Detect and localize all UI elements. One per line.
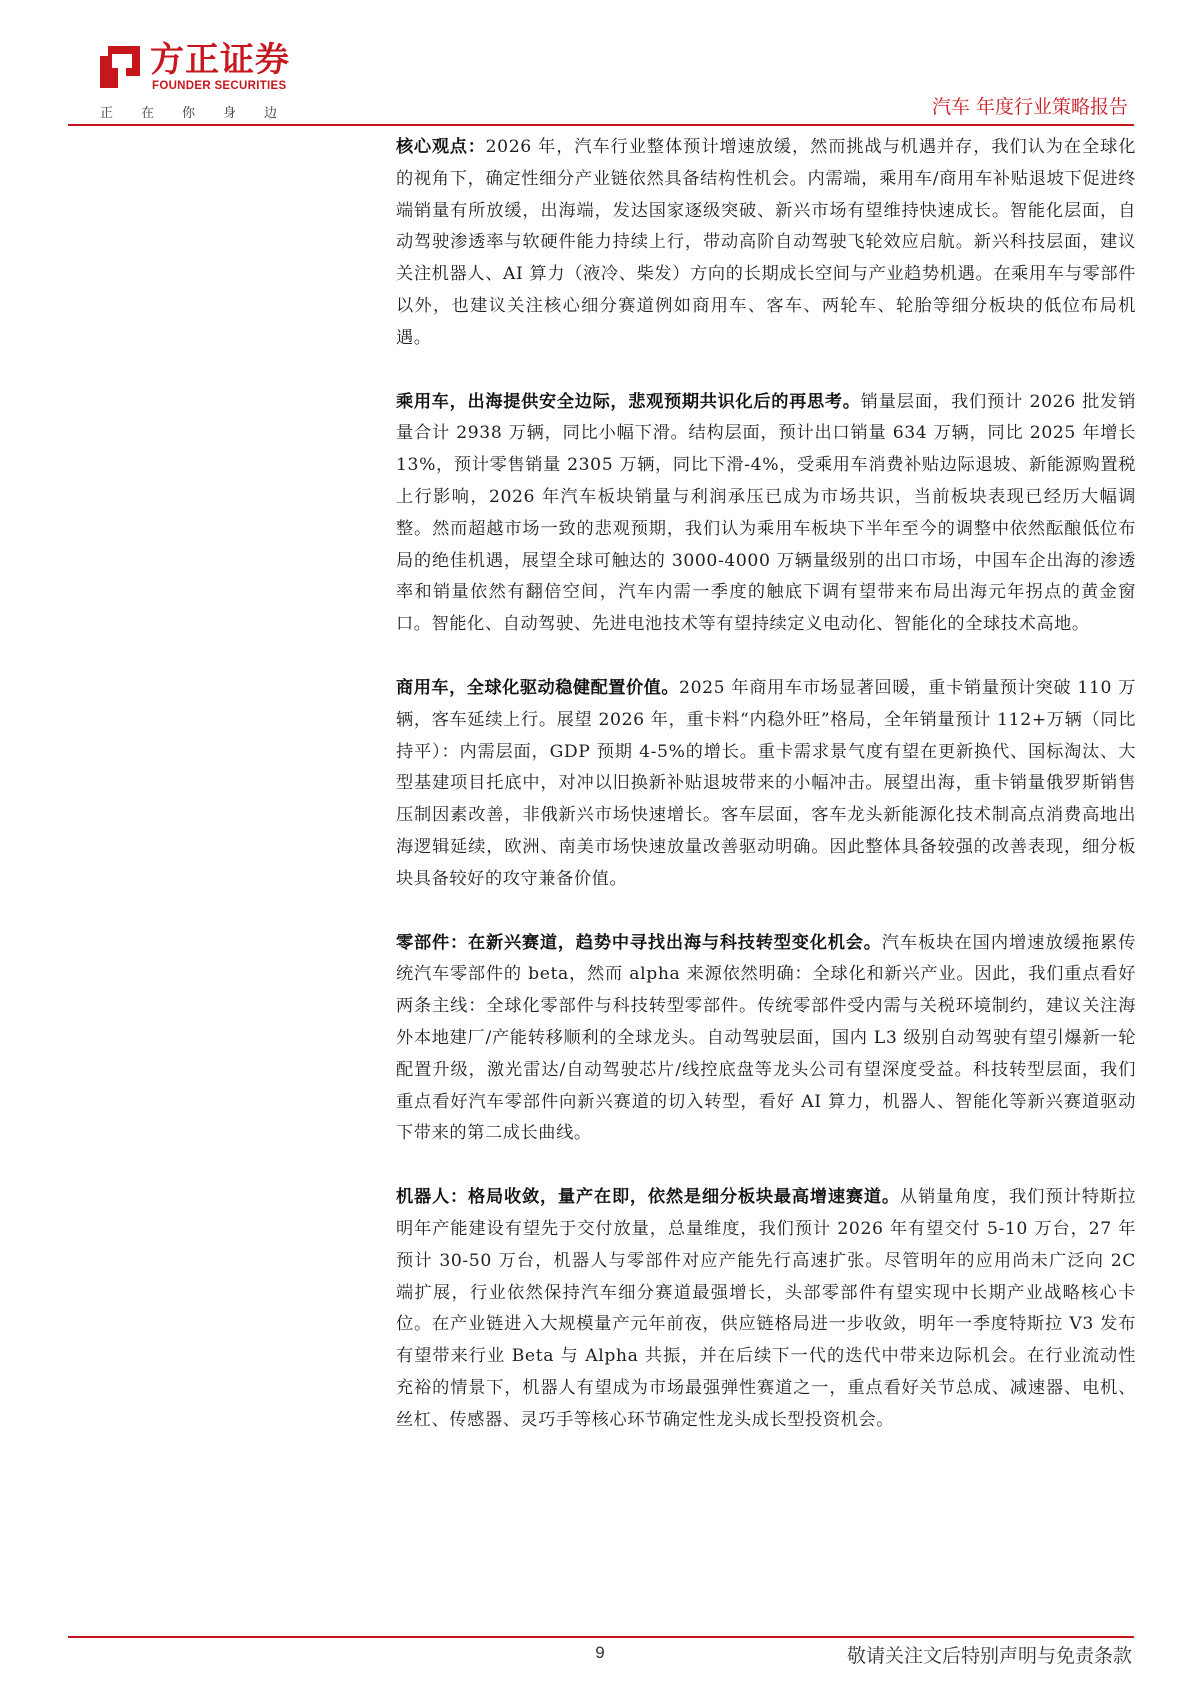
paragraph-passenger-cars [396, 387, 1136, 641]
paragraph-text: 从销量角度，我们预计特斯拉明年产能建设有望先于交付放量，总量维度，我们预计 2026 年有望交付 5-10 万台，27 年预计 30-50 万台，机器人与零部件对应产能先行高速扩张。尽管明年的应用尚未广泛向 2C 端扩展，行业依然保持汽车细分赛道最强增长，头部零部件有望实现中长期产业战略核心卡位。在产业链进入大规模量产元年前夜，供应链格局进一步收敛，明年一季度特斯拉 V3 发布有望带来行业 Beta 与 Alpha 共振，并在后续下一代的迭代中带来边际机会。在行业流动性充裕的情景下，机器人有望成为市场最强弹性赛道之一，重点看好关节总成、减速器、电机、丝杠、传感器、灵巧手等核心环节确定性龙头成长型投资机会。 [396, 1187, 1137, 1430]
footer-divider [68, 1636, 1134, 1638]
paragraph-commercial-vehicles [396, 673, 1136, 896]
paragraph-lead: 机器人：格局收敛，量产在即，依然是细分板块最高增速赛道。 [396, 1187, 900, 1208]
paragraph-core-view [396, 132, 1136, 355]
page-header [0, 0, 1200, 126]
paragraph-robotics [396, 1182, 1136, 1436]
paragraph-lead: 零部件：在新兴赛道，趋势中寻找出海与科技转型变化机会。 [396, 932, 882, 953]
logo-english-name: FOUNDER SECURITIES [152, 80, 287, 92]
page-number: 9 [595, 1643, 605, 1662]
report-body [396, 132, 1136, 1468]
paragraph-text: 汽车板块在国内增速放缓拖累传统汽车零部件的 beta，然而 alpha 来源依然明确：全球化和新兴产业。因此，我们重点看好两条主线：全球化零部件与科技转型零部件。传统零部件受内需与关税环境制约，建议关注海外本地建厂/产能转移顺利的全球龙头。自动驾驶层面，国内 L3 级别自动驾驶有望引爆新一轮配置升级，激光雷达/自动驾驶芯片/线控底盘等龙头公司有望深度受益。科技转型层面，我们重点看好汽车零部件向新兴赛道的切入转型，看好 AI 算力，机器人、智能化等新兴赛道驱动下带来的第二成长曲线。 [396, 932, 1136, 1144]
disclaimer-notice: 敬请关注文后特别声明与免责条款 [846, 1645, 1132, 1667]
paragraph-lead: 商用车，全球化驱动稳健配置价值。 [396, 677, 680, 698]
report-type-label: 汽车 年度行业策略报告 [931, 96, 1128, 118]
paragraph-text: 销量层面，我们预计 2026 批发销量合计 2938 万辆，同比小幅下滑。结构层面，预计出口销量 634 万辆，同比 2025 年增长 13%，预计零售销量 2305 万辆，同比下滑-4%，受乘用车消费补贴边际退坡、新能源购置税上行影响，2026 年汽车板块销量与利润承压已成为市场共识，当前板块表现已经历大幅调整。然而超越市场一致的悲观预期，我们认为乘用车板块下半年至今的调整中依然酝酿低位布局的绝佳机遇，展望全球可触达的 3000-4000 万辆量级别的出口市场，中国车企出海的渗透率和销量依然有翻倍空间，汽车内需一季度的触底下调有望带来布局出海元年拐点的黄金窗口。智能化、自动驾驶、先进电池技术等有望持续定义电动化、智能化的全球技术高地。 [396, 391, 1137, 635]
paragraph-components [396, 928, 1136, 1151]
paragraph-text: 2026 年，汽车行业整体预计增速放缓，然而挑战与机遇并存，我们认为在全球化的视角下，确定性细分产业链依然具备结构性机会。内需端，乘用车/商用车补贴退坡下促进终端销量有所放缓，出海端，发达国家逐级突破、新兴市场有望维持快速成长。智能化层面，自动驾驶渗透率与软硬件能力持续上行，带动高阶自动驾驶飞轮效应启航。新兴科技层面，建议关注机器人、AI 算力（液冷、柴发）方向的长期成长空间与产业趋势机遇。在乘用车与零部件以外，也建议关注核心细分赛道例如商用车、客车、两轮车、轮胎等细分板块的低位布局机遇。 [396, 137, 1136, 348]
logo-chinese-name: 方正证券 [150, 40, 290, 80]
paragraph-lead: 核心观点： [396, 137, 486, 157]
paragraph-text: 2025 年商用车市场显著回暖，重卡销量预计突破 110 万辆，客车延续上行。展望 2026 年，重卡料“内稳外旺”格局，全年销量预计 112+万辆（同比持平）：内需层面，GDP 预期 4-5%的增长。重卡需求景气度有望在更新换代、国标淘汰、大型基建项目托底中，对冲以旧换新补贴退坡带来的小幅冲击。展望出海，重卡销量俄罗斯销售压制因素改善，非俄新兴市场快速增长。客车层面，客车龙头新能源化技术制高点消费高地出海逻辑延续，欧洲、南美市场快速放量改善驱动明确。因此整体具备较强的改善表现，细分板块具备较好的攻守兼备价值。 [396, 677, 1136, 889]
header-divider [68, 124, 1134, 126]
paragraph-lead: 乘用车，出海提供安全边际，悲观预期共识化后的再思考。 [396, 391, 861, 412]
company-slogan: 正在你身边 [100, 106, 306, 121]
founder-logo-icon [96, 42, 146, 92]
